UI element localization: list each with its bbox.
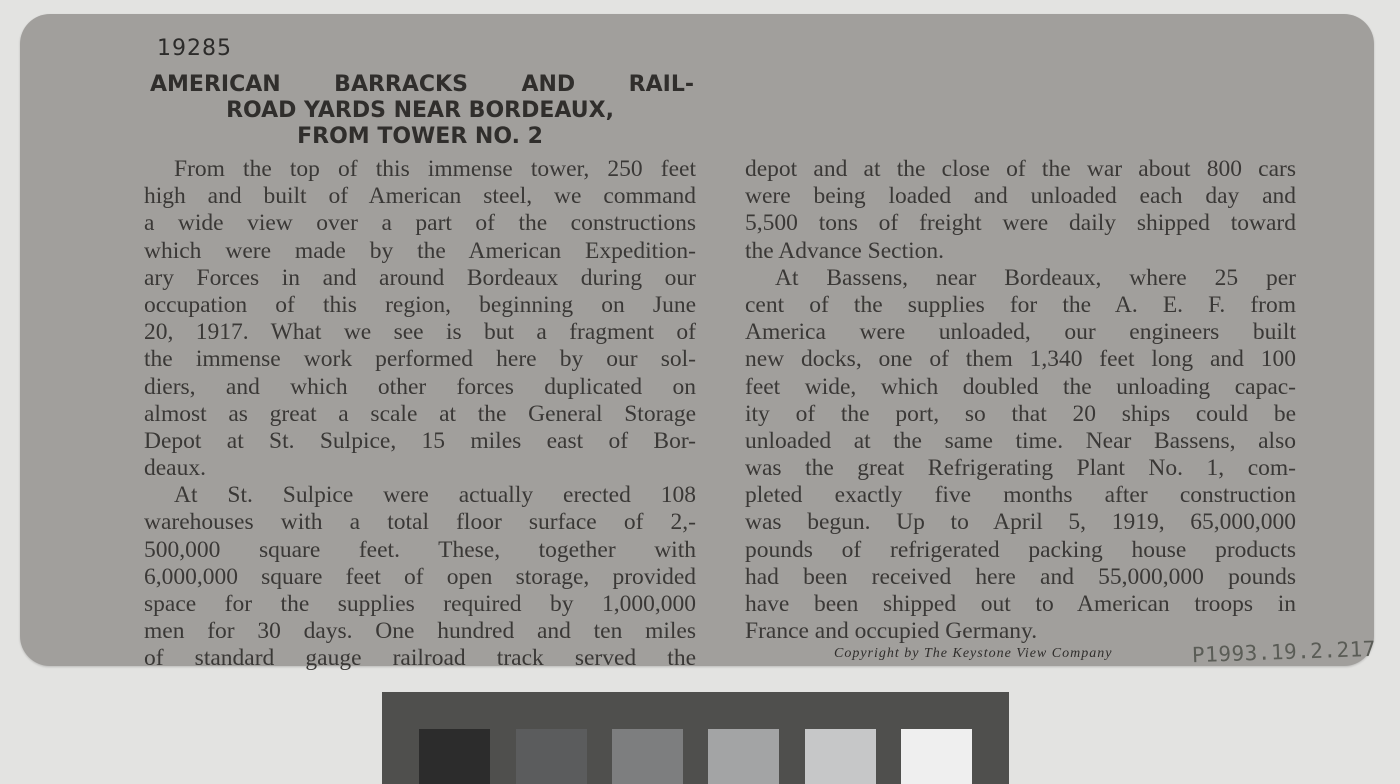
text-line: warehouses with a total floor surface of 2,- <box>144 509 696 536</box>
text-line: pounds of refrigerated packing house products <box>745 536 1296 563</box>
text-line: 20, 1917. What we see is but a fragment of <box>144 319 696 346</box>
text-line: new docks, one of them 1,340 feet long and 100 <box>745 346 1296 373</box>
right-text-column <box>745 156 1296 645</box>
text-line: was begun. Up to April 5, 1919, 65,000,000 <box>745 509 1296 536</box>
accession-number: P1993.19.2.217 <box>1191 636 1377 668</box>
text-line: From the top of this immense tower, 250 feet <box>174 156 696 182</box>
text-line: At St. Sulpice were actually erected 108 <box>174 482 696 509</box>
text-line: ity of the port, so that 20 ships could be <box>745 400 1296 427</box>
text-line: was the great Refrigerating Plant No. 1, com- <box>745 455 1296 482</box>
text-line: France and occupied Germany. <box>745 618 1038 645</box>
gray-swatch <box>612 729 683 784</box>
title-line: ROAD YARDS NEAR BORDEAUX, <box>226 98 614 123</box>
text-line: have been shipped out to American troops in <box>745 591 1296 617</box>
gray-swatch <box>419 729 490 784</box>
gray-scale-target <box>382 692 1009 784</box>
text-line: diers, and which other forces duplicated on <box>144 373 696 400</box>
gray-swatch <box>516 729 587 784</box>
text-line: unloaded at the same time. Near Bassens, also <box>745 427 1296 454</box>
text-line: almost as great a scale at the General Storage <box>144 400 696 427</box>
card-title <box>132 72 708 150</box>
gray-swatch <box>901 729 972 784</box>
text-line: the Advance Section. <box>745 237 945 264</box>
gray-swatch <box>805 729 876 784</box>
title-line: FROM TOWER NO. 2 <box>297 124 543 149</box>
text-line: a wide view over a part of the constructions <box>144 210 696 237</box>
text-line: cent of the supplies for the A. E. F. from <box>745 291 1296 318</box>
text-line: depot and at the close of the war about 800 cars <box>745 156 1296 182</box>
title-line: AMERICAN BARRACKS AND RAIL- <box>150 72 694 97</box>
text-line: feet wide, which doubled the unloading capac- <box>745 373 1296 400</box>
text-line: 5,500 tons of freight were daily shipped toward <box>745 210 1296 237</box>
text-line: 6,000,000 square feet of open storage, provided <box>144 563 696 590</box>
gray-swatch <box>708 729 779 784</box>
text-line: were being loaded and unloaded each day and <box>745 183 1296 210</box>
text-line: had been received here and 55,000,000 pounds <box>745 563 1296 590</box>
text-line: of standard gauge railroad track served the <box>144 645 696 672</box>
text-line: America were unloaded, our engineers built <box>745 319 1296 346</box>
text-line: men for 30 days. One hundred and ten miles <box>144 618 696 645</box>
text-line: pleted exactly five months after construction <box>745 482 1296 509</box>
text-line: the immense work performed here by our sol- <box>144 346 696 373</box>
text-line: ary Forces in and around Bordeaux during our <box>144 264 696 291</box>
text-line: 500,000 square feet. These, together with <box>144 536 696 563</box>
text-line: occupation of this region, beginning on June <box>144 291 696 318</box>
text-line: Depot at St. Sulpice, 15 miles east of Bor- <box>144 427 696 454</box>
text-line: space for the supplies required by 1,000,000 <box>144 591 696 617</box>
text-line: high and built of American steel, we command <box>144 183 696 210</box>
stereoview-card-back <box>20 14 1374 672</box>
copyright-notice: Copyright by The Keystone View Company <box>834 646 1113 661</box>
text-line: At Bassens, near Bordeaux, where 25 per <box>775 264 1296 291</box>
text-line: deaux. <box>144 455 206 482</box>
left-text-column <box>144 156 696 673</box>
catalog-number: 19285 <box>157 36 232 61</box>
text-line: which were made by the American Expedition- <box>144 237 696 264</box>
